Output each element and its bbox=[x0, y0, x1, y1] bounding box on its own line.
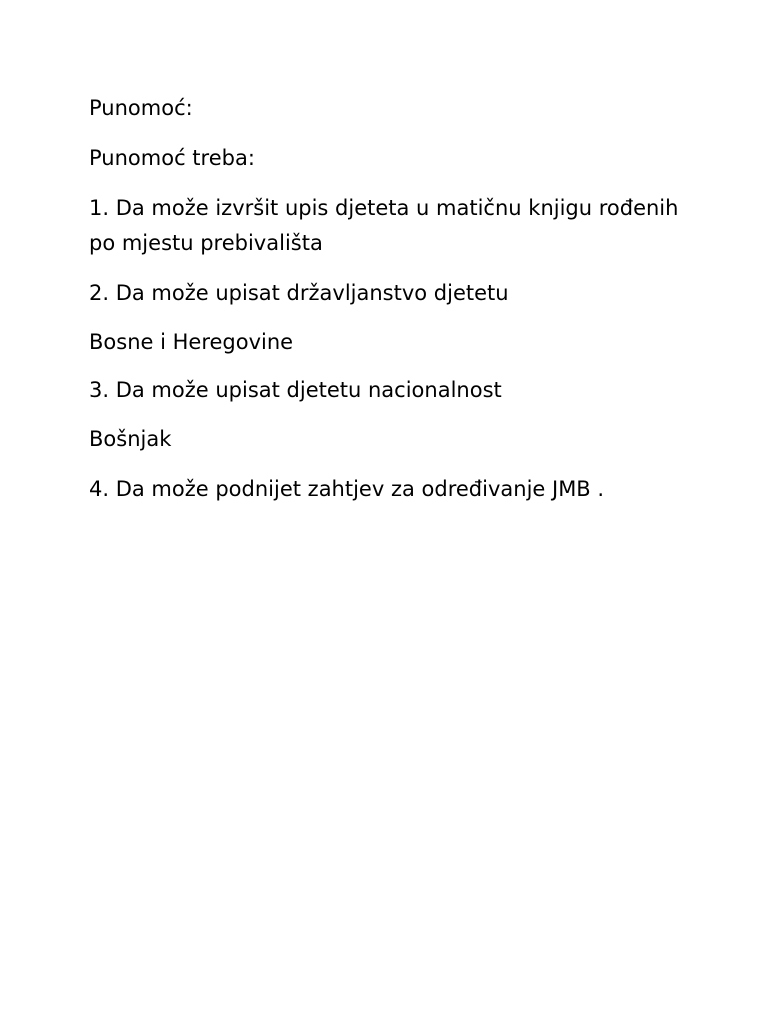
intro-line: Punomoć treba: bbox=[89, 146, 255, 170]
list-item-4: 4. Da može podnijet zahtjev za određivanje JMB . bbox=[89, 477, 605, 501]
list-item-3: 3. Da može upisat djetetu nacionalnost bbox=[89, 378, 502, 402]
list-item-2: 2. Da može upisat državljanstvo djetetu bbox=[89, 281, 509, 305]
list-item-2-continuation: Bosne i Heregovine bbox=[89, 330, 294, 354]
document-title: Punomoć: bbox=[89, 96, 193, 120]
list-item-1-continuation: po mjestu prebivališta bbox=[89, 231, 323, 255]
list-item-3-continuation: Bošnjak bbox=[89, 427, 172, 451]
list-item-1: 1. Da može izvršit upis djeteta u matičnu knjigu rođenih bbox=[89, 196, 679, 220]
